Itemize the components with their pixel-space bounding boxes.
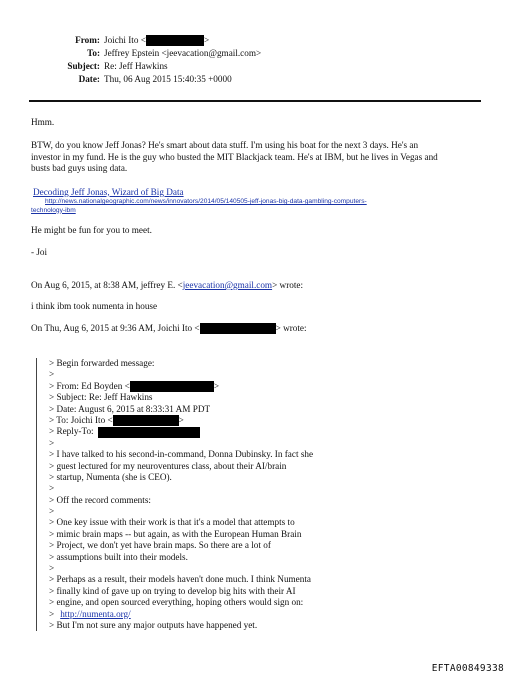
quoted-line: > Off the record comments: (49, 494, 151, 505)
date-row (0, 73, 512, 86)
to-row (0, 47, 512, 60)
quoted-line: > assumptions built into their models. (49, 551, 188, 562)
quoted-line: > (49, 483, 55, 494)
to-value: Jeffrey Epstein <jeevacation@gmail.com> (104, 48, 262, 58)
quoted-line: > (49, 506, 55, 517)
quoted-line: > (49, 437, 55, 448)
quoted-to-suffix: > (178, 414, 184, 425)
quoted-link-prefix: > (49, 608, 55, 619)
redaction-box (200, 323, 276, 334)
paragraph-line: busts bad guys using data. (31, 163, 128, 174)
redaction-box (146, 35, 204, 46)
redaction-box (98, 427, 200, 438)
quoted-line: > Date: August 6, 2015 at 8:33:31 AM PDT (49, 403, 211, 414)
reply2-attribution-suffix: > wrote: (275, 322, 307, 333)
article-link-title[interactable]: Decoding Jeff Jonas, Wizard of Big Data (33, 186, 184, 197)
reply1-attribution (31, 280, 483, 291)
quoted-message (36, 358, 476, 631)
subject-value: Re: Jeff Hawkins (104, 61, 168, 71)
message-body (31, 117, 483, 334)
quoted-line: > Begin forwarded message: (49, 358, 155, 368)
quoted-line: > guest lectured for my neuroventures class, about their AI/brain (49, 460, 287, 471)
date-value: Thu, 06 Aug 2015 15:40:35 +0000 (104, 74, 232, 84)
quoted-from-prefix: > From: Ed Boyden < (49, 380, 130, 391)
header-divider (29, 100, 481, 102)
greeting: Hmm. (31, 117, 55, 127)
quoted-to-prefix: > To: Joichi Ito < (49, 414, 113, 425)
quoted-line: > I have talked to his second-in-command, Donna Dubinsky. In fact she (49, 449, 314, 460)
reply2-attribution (31, 323, 483, 334)
article-link-url-continued[interactable]: technology-ibm (31, 206, 76, 214)
quoted-line: > startup, Numenta (she is CEO). (49, 471, 172, 482)
quoted-line: > One key issue with their work is that it's a model that attempts to (49, 517, 295, 528)
from-value (104, 34, 209, 47)
from-row (0, 34, 512, 47)
reply1-text: i think ibm took numenta in house (31, 301, 158, 312)
quoted-line: > But I'm not sure any major outputs have happened yet. (49, 619, 258, 630)
paragraph-line: BTW, do you know Jeff Jonas? He's smart about data stuff. I'm using his boat for the next 3 days. He's an (31, 140, 419, 151)
reply1-email-link[interactable]: jeevacation@gmail.com (182, 280, 273, 291)
from-close: > (203, 35, 210, 45)
quoted-line: > (49, 369, 55, 380)
article-link-url[interactable]: http://news.nationalgeographic.com/news/innovators/2014/05/140505-jeff-jonas-big-data-gambling-computers- (45, 198, 367, 206)
quoted-line: > (49, 563, 55, 574)
quoted-replyto-prefix: > Reply-To: (49, 426, 94, 437)
numenta-link[interactable]: http://numenta.org/ (60, 608, 131, 619)
signoff: - Joi (31, 246, 48, 257)
meet-line: He might be fun for you to meet. (31, 225, 152, 236)
quoted-replyto-line (49, 426, 476, 437)
redaction-box (130, 381, 214, 392)
quoted-line: > Perhaps as a result, their models haven't done much. I think Numenta (49, 574, 311, 585)
quoted-to-line (49, 415, 476, 426)
subject-row (0, 60, 512, 73)
quoted-line: > Project, we don't yet have brain maps. So there are a lot of (49, 540, 271, 551)
subject-label: Subject: (67, 61, 100, 71)
quoted-line: > finally kind of gave up on trying to develop big hits with their AI (49, 585, 296, 596)
quoted-line: > mimic brain maps -- but again, as with the European Human Brain (49, 528, 302, 539)
quoted-from-suffix: > (213, 380, 219, 391)
paragraph-line: investor in my fund. He is the guy who busted the MIT Blackjack team. He's at IBM, but he lives in Vegas and (31, 151, 438, 162)
quoted-link-line (49, 609, 476, 620)
reply1-attribution-suffix: > wrote: (272, 280, 304, 291)
redaction-box (113, 415, 179, 426)
from-name: Joichi Ito < (104, 35, 146, 45)
reply1-attribution-prefix: On Aug 6, 2015, at 8:38 AM, jeffrey E. < (31, 280, 183, 291)
quoted-line: > engine, and open sourced everything, hoping others would sign on: (49, 597, 304, 608)
email-header (0, 34, 512, 86)
reply2-attribution-prefix: On Thu, Aug 6, 2015 at 9:36 AM, Joichi Ito < (31, 322, 200, 333)
to-label: To: (87, 48, 100, 58)
date-label: Date: (78, 74, 100, 84)
from-label: From: (75, 35, 100, 45)
quoted-line: > Subject: Re: Jeff Hawkins (49, 392, 153, 403)
document-id: EFTA00849338 (431, 663, 504, 674)
quoted-from-line (49, 381, 476, 392)
